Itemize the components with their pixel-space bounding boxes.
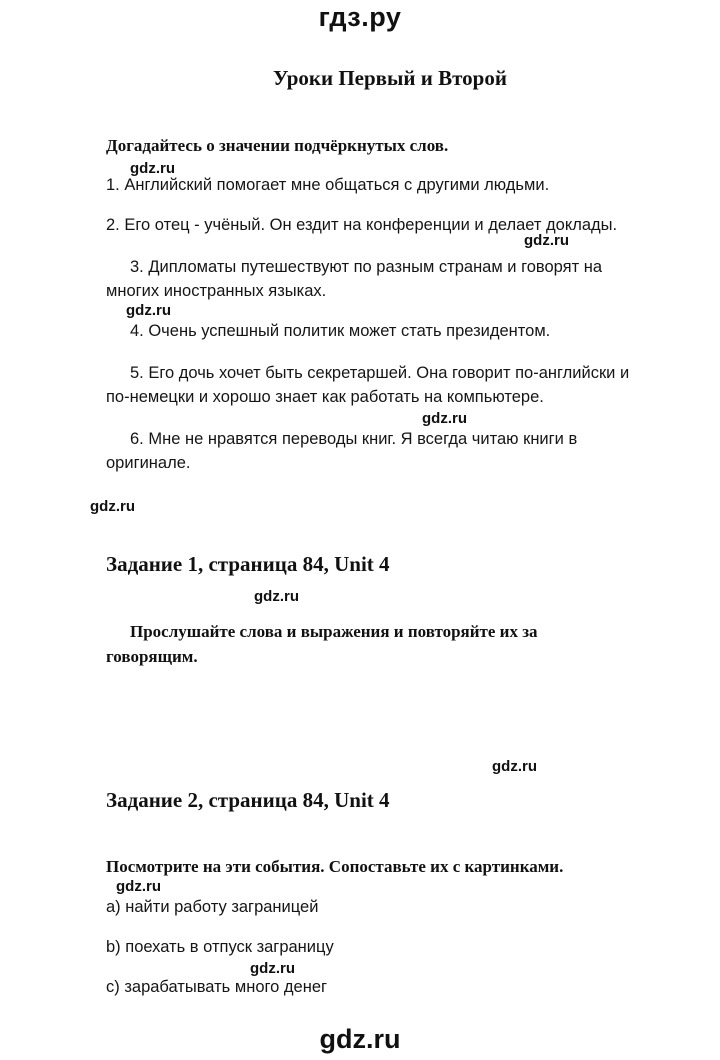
- task2-item-c: c) зарабатывать много денег: [106, 978, 328, 996]
- task2-instruction: Посмотрите на эти события. Сопоставьте их с картинками.: [106, 857, 564, 876]
- task1-instruction-line2: говорящим.: [106, 647, 198, 666]
- site-logo-bottom[interactable]: gdz.ru: [319, 1024, 401, 1054]
- section1-instruction: Догадайтесь о значении подчёркнутых слов.: [106, 136, 449, 155]
- task2-item-a: a) найти работу заграницей: [106, 898, 319, 916]
- watermark: gdz.ru: [524, 232, 569, 249]
- watermark: gdz.ru: [90, 498, 135, 515]
- task2-heading: Задание 2, страница 84, Unit 4: [106, 788, 390, 812]
- site-logo-top[interactable]: гдз.ру: [318, 2, 402, 32]
- sentence-5-line2: по-немецки и хорошо знает как работать на компьютере.: [106, 388, 544, 406]
- watermark: gdz.ru: [492, 758, 537, 775]
- task2-item-b: b) поехать в отпуск заграницу: [106, 938, 334, 956]
- watermark: gdz.ru: [130, 160, 175, 177]
- watermark: gdz.ru: [422, 410, 467, 427]
- sentence-6-line2: оригинале.: [106, 454, 191, 472]
- watermark: gdz.ru: [254, 588, 299, 605]
- task1-heading: Задание 1, страница 84, Unit 4: [106, 552, 390, 576]
- sentence-4: 4. Очень успешный политик может стать президентом.: [130, 322, 551, 340]
- lesson-title: Уроки Первый и Второй: [273, 66, 507, 90]
- watermark: gdz.ru: [250, 960, 295, 977]
- sentence-1: 1. Английский помогает мне общаться с другими людьми.: [106, 176, 550, 194]
- sentence-2: 2. Его отец - учёный. Он ездит на конференции и делает доклады.: [106, 216, 618, 234]
- sentence-3-line1: 3. Дипломаты путешествуют по разным странам и говорят на: [130, 258, 603, 276]
- sentence-5-line1: 5. Его дочь хочет быть секретаршей. Она говорит по-английски и: [130, 364, 630, 382]
- sentence-3-line2: многих иностранных языках.: [106, 282, 327, 300]
- watermark: gdz.ru: [116, 878, 161, 895]
- watermark: gdz.ru: [126, 302, 171, 319]
- task1-instruction-line1: Прослушайте слова и выражения и повторяйте их за: [130, 622, 538, 641]
- sentence-6-line1: 6. Мне не нравятся переводы книг. Я всегда читаю книги в: [130, 430, 578, 448]
